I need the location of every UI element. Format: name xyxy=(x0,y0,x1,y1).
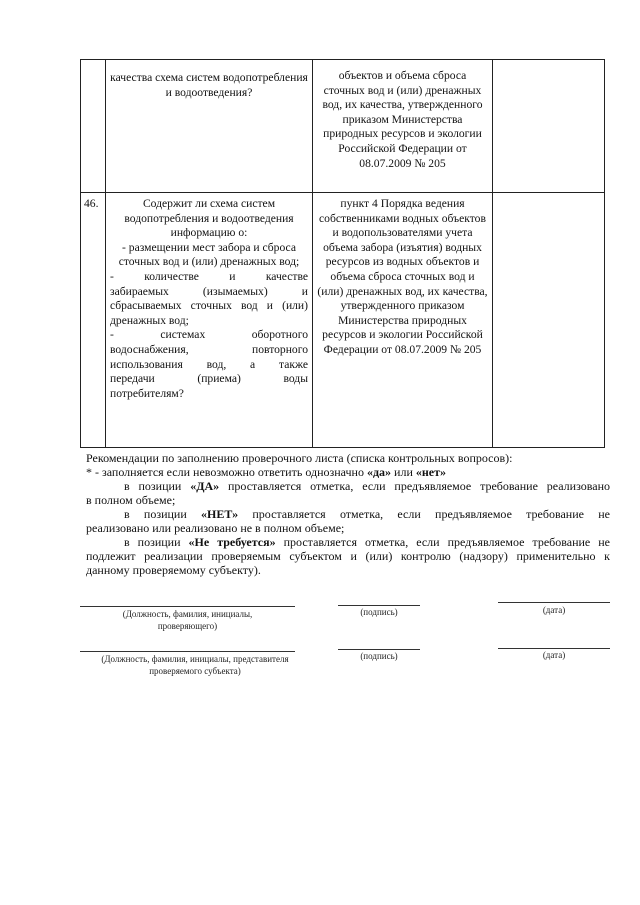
checklist-table xyxy=(80,59,605,448)
inspector-name-line[interactable] xyxy=(80,606,295,607)
recommendation-not-required: в позиции «Не требуется» проставляется отметка, если предъявляемое требование не xyxy=(124,535,611,549)
answer-cell[interactable] xyxy=(493,193,605,448)
legal-reference-text: пункт 4 Порядка ведения собственниками водных объектов и водопользователями учета объема забора (изъятия) водных ресурсов из водных объектов и объема сброса сточных вод и (или) дренажных вод, их качества, утвержденного приказом Министерства природных ресурсов и экологии Российской Федерации от 08.07.2009 № 205 xyxy=(317,197,488,356)
row-number-cell xyxy=(81,60,106,193)
legal-reference-text: объектов и объема сброса сточных вод и (или) дренажных вод, их качества, утвержденного приказом Министерства природных ресурсов и экологии Российской Федерации от 08.07.2009 № 205 xyxy=(322,69,483,170)
row-number: 46. xyxy=(84,197,99,210)
subject-caption: (Должность, фамилия, инициалы, представителя проверяемого субъекта) xyxy=(101,654,289,676)
recommendation-yes: в позиции «ДА» проставляется отметка, если предъявляемое требование реализовано xyxy=(124,479,610,493)
inspector-caption: (Должность, фамилия, инициалы, проверяющего) xyxy=(122,609,253,631)
recommendation-note: * - заполняется если невозможно ответить однозначно «да» или «нет» xyxy=(86,465,447,479)
subject-name-line[interactable] xyxy=(80,651,295,652)
signature-caption: (подпись) xyxy=(360,607,398,617)
date-caption: (дата) xyxy=(542,605,566,615)
question-text: Содержит ли схема систем водопотребления и водоотведения информацию о: - размещении мест забора и сброса сточных вод и (или) дренажных вод; - количестве и качестве забираемых (изымаемых) и сбрасываемых сточных вод и (или) дренажных вод; - системах оборотного водоснабжения, повторного использования вод, а также передачи (приема) воды потребителям? xyxy=(110,197,308,400)
question-cell xyxy=(106,193,313,448)
row-number-cell xyxy=(81,193,106,448)
recommendations-block: Рекомендации по заполнению проверочного листа (списка контрольных вопросов): * - заполняется если невозможно ответить однозначно «да» или «нет» в позиции «ДА» проставляется отметка, если предъявляемое требование реализовано в полном объеме; в позиции «НЕТ» проставляется отметка, если предъявляемое требование не реализовано или реализовано не в полном объеме; в позиции «Не требуется» проставляется отметка, если предъявляемое требование не подлежит реализации проверяемым субъектом и (или) контролю (надзору) применительно к данному проверяемому субъекту). xyxy=(86,451,611,577)
reference-cell xyxy=(313,60,493,193)
table-row xyxy=(81,60,605,193)
reference-cell xyxy=(313,193,493,448)
date-caption: (дата) xyxy=(542,650,566,660)
question-cell xyxy=(106,60,313,193)
recommendations-heading: Рекомендации по заполнению проверочного листа (списка контрольных вопросов): xyxy=(86,451,513,465)
signature-caption: (подпись) xyxy=(360,651,398,661)
question-text: качества схема систем водопотребления и водоотведения? xyxy=(110,71,308,99)
inspector-date-line[interactable] xyxy=(498,602,610,603)
recommendation-no: в позиции «НЕТ» проставляется отметка, если предъявляемое требование не xyxy=(124,507,610,521)
answer-cell[interactable] xyxy=(493,60,605,193)
table-row xyxy=(81,193,605,448)
